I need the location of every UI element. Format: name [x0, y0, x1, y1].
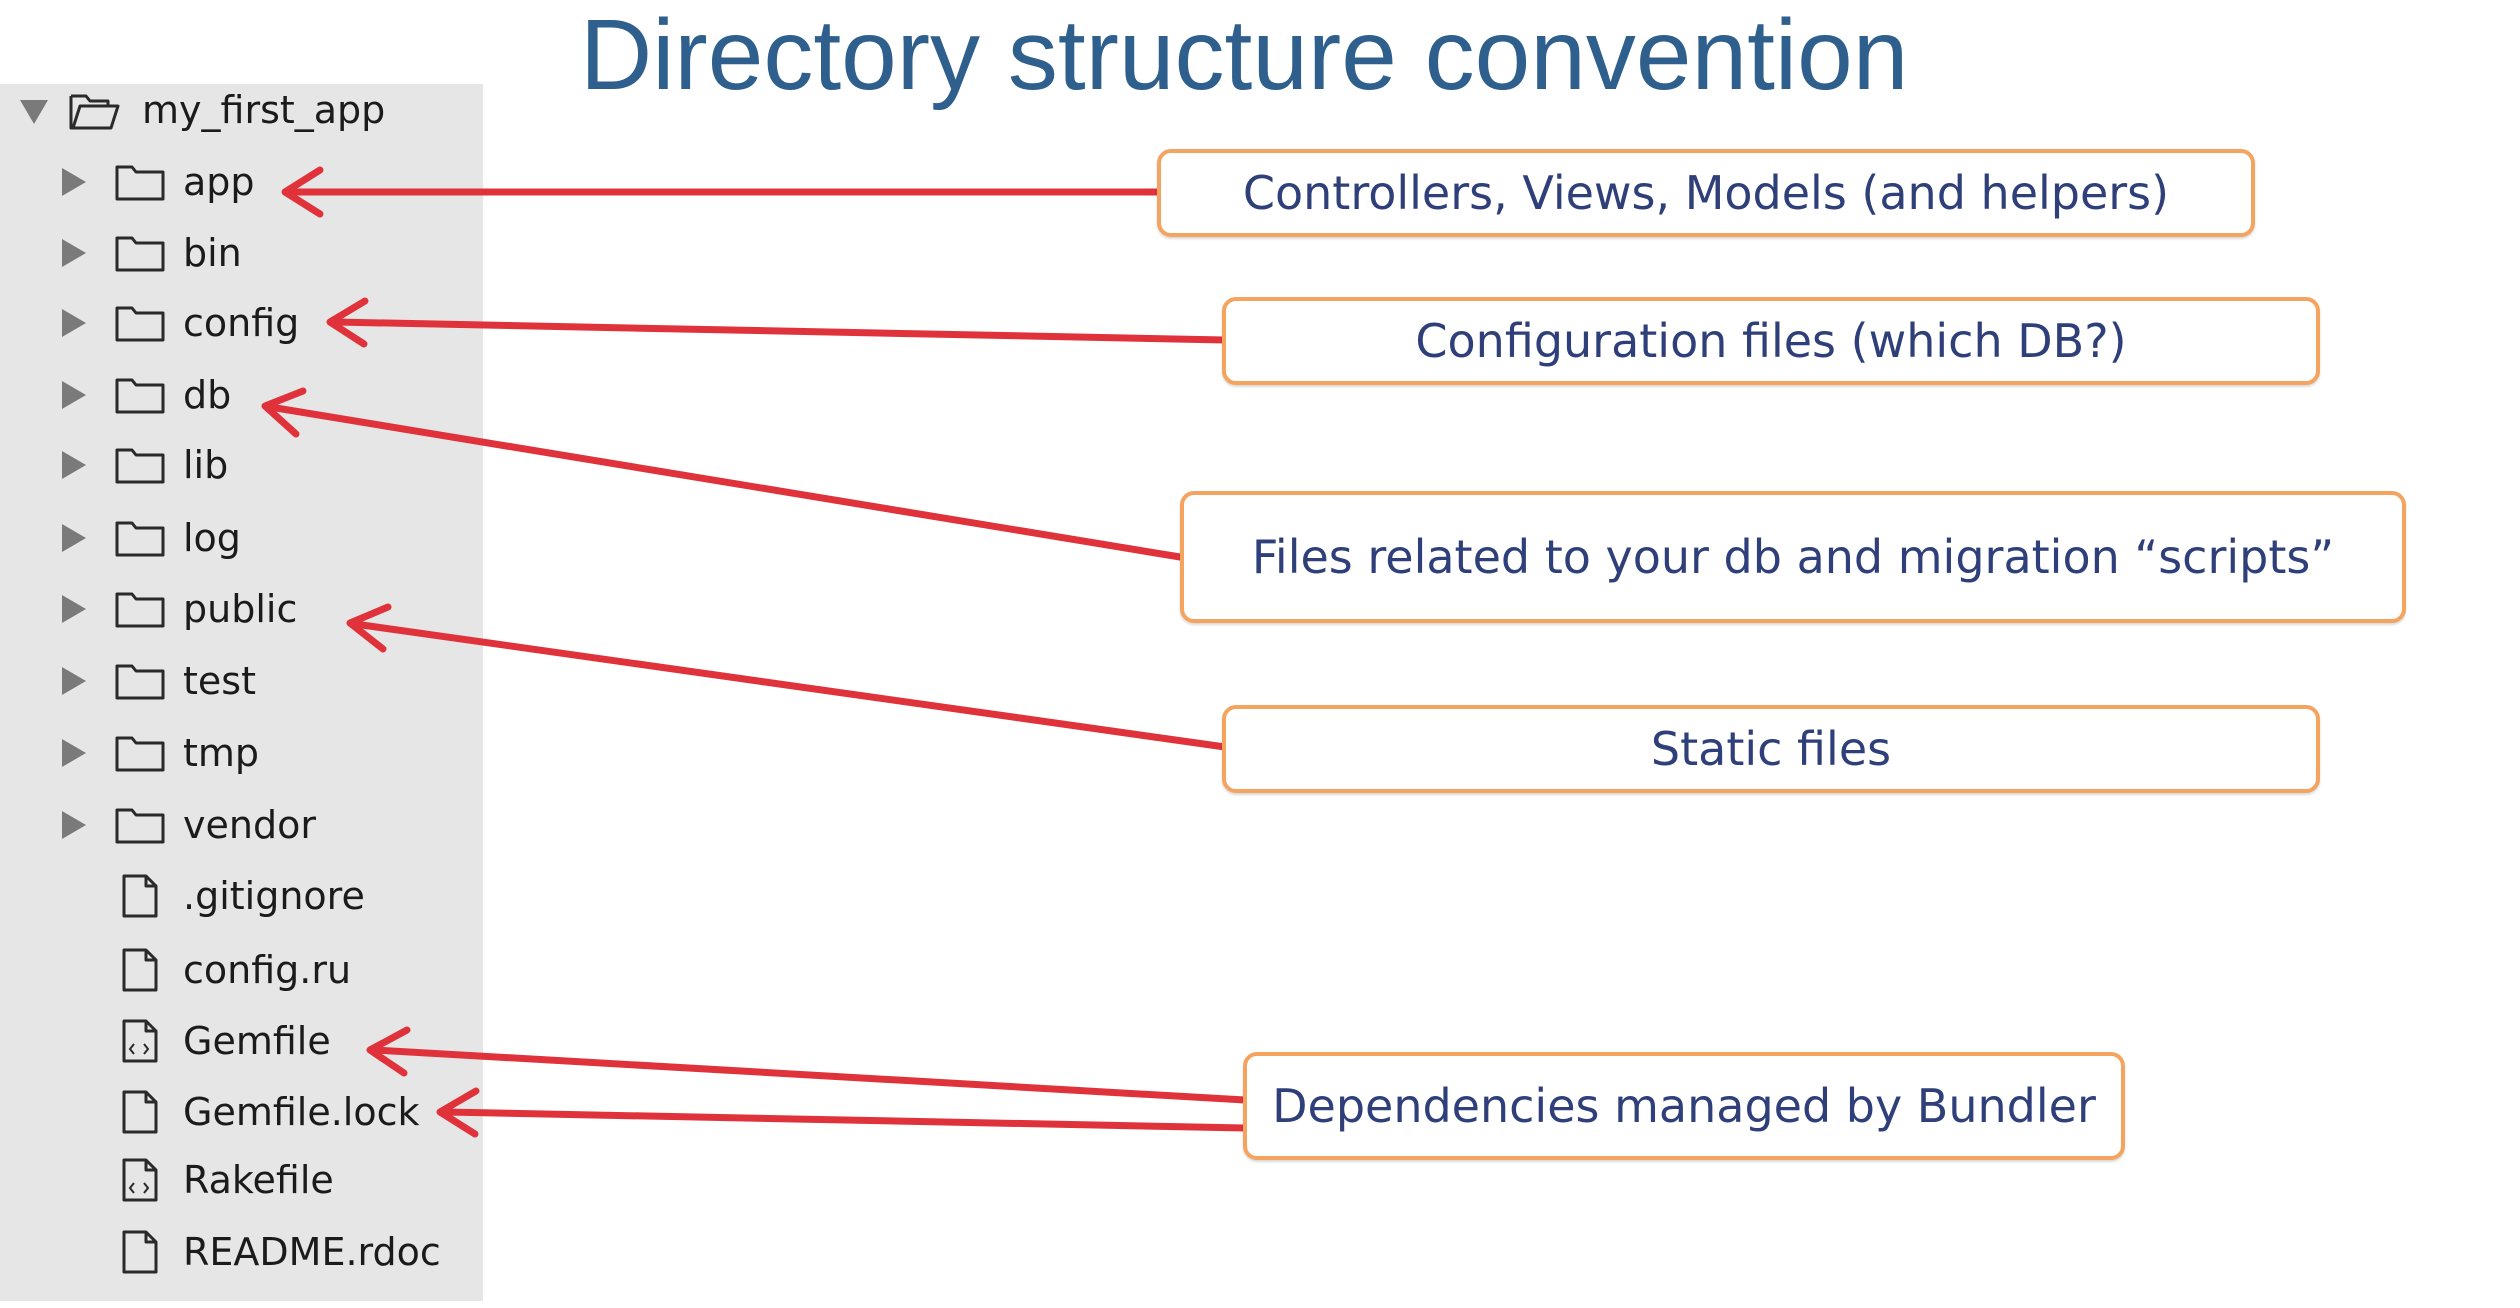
arrow-db: [265, 391, 1180, 557]
root-folder-label: my_first_app: [142, 88, 386, 132]
callout-db: [1180, 491, 2406, 623]
callout-public-text: Static files: [1650, 722, 1892, 776]
callout-public: [1222, 705, 2320, 793]
arrow-public: [350, 607, 1225, 747]
callout-bundler: [1243, 1052, 2125, 1160]
folder-label: bin: [183, 231, 242, 275]
folder-label: vendor: [183, 803, 316, 847]
file-label: config.ru: [183, 948, 352, 992]
callout-db-text: Files related to your db and migration “scripts”: [1251, 530, 2335, 584]
callout-bundler-text: Dependencies managed by Bundler: [1272, 1079, 2096, 1133]
folder-label: test: [183, 659, 256, 703]
file-label: README.rdoc: [183, 1230, 441, 1274]
folder-label: app: [183, 160, 255, 204]
folder-label: lib: [183, 443, 229, 487]
callout-config: [1222, 297, 2320, 385]
arrow-config: [330, 301, 1225, 344]
file-label: Gemfile: [183, 1019, 331, 1063]
file-label: .gitignore: [183, 874, 365, 918]
callout-app-text: Controllers, Views, Models (and helpers): [1242, 166, 2170, 220]
folder-label: config: [183, 301, 300, 345]
file-label: Gemfile.lock: [183, 1090, 420, 1134]
folder-label: tmp: [183, 731, 260, 775]
folder-label: public: [183, 587, 298, 631]
arrow-gemfile: [370, 1030, 1245, 1100]
arrow-gemfile-lock: [440, 1091, 1245, 1134]
folder-label: log: [183, 516, 241, 560]
folder-label: db: [183, 373, 232, 417]
callout-app: [1157, 149, 2255, 237]
file-label: Rakefile: [183, 1158, 334, 1202]
arrow-app: [285, 170, 1160, 214]
callout-config-text: Configuration files (which DB?): [1415, 314, 2127, 368]
slide-title: Directory structure convention: [580, 0, 1909, 111]
